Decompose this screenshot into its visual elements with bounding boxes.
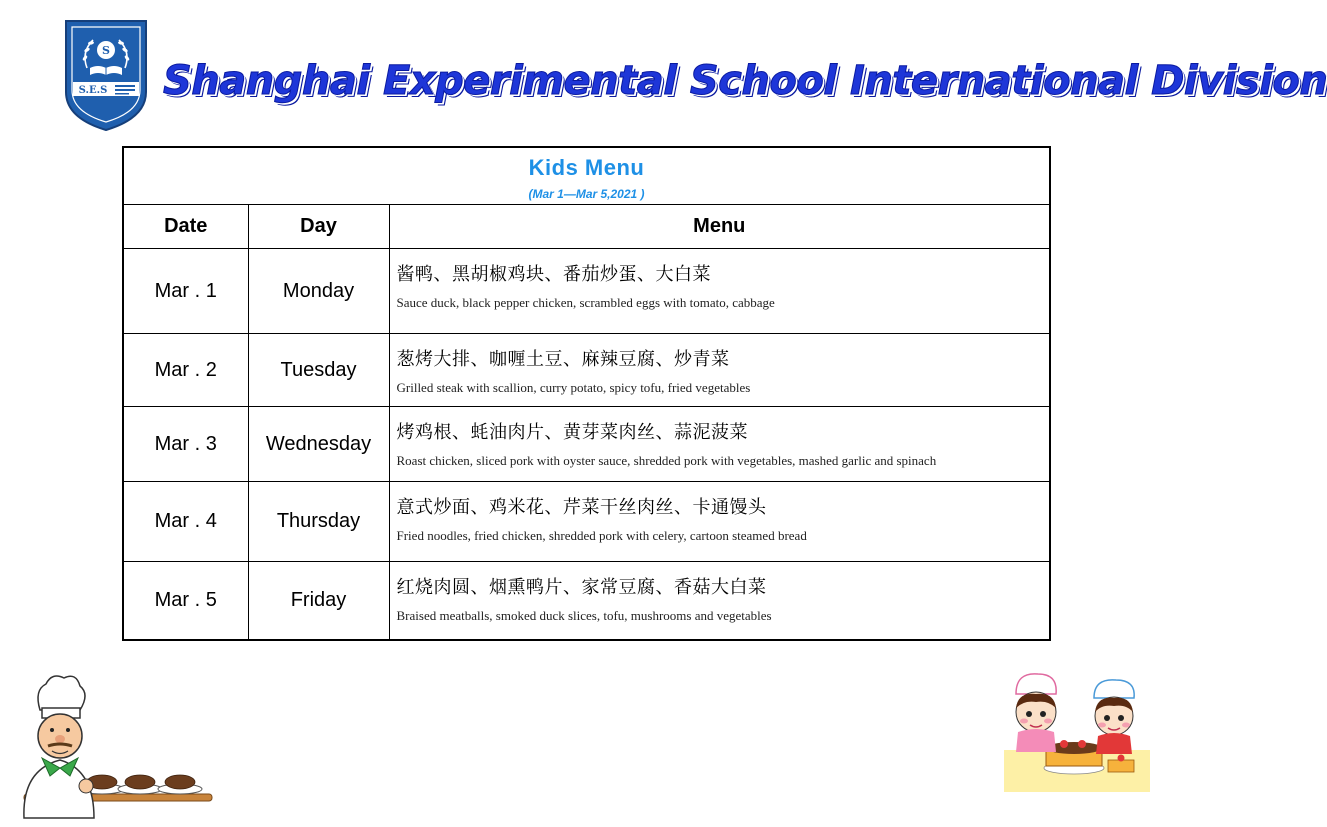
- menu-title: Kids Menu: [528, 155, 645, 180]
- column-header-day: Day: [248, 205, 389, 249]
- menu-chinese: 葱烤大排、咖喱土豆、麻辣豆腐、炒青菜: [396, 349, 730, 370]
- row-menu: [389, 562, 1050, 640]
- row-date: Mar . 3: [123, 407, 248, 482]
- table-row: [123, 562, 1050, 640]
- menu-date-range: (Mar 1—Mar 5,2021 ): [528, 187, 645, 201]
- table-row: [123, 334, 1050, 407]
- menu-caption: [123, 147, 1050, 205]
- row-day: Tuesday: [248, 334, 389, 407]
- logo-text: S.E.S: [78, 85, 108, 96]
- row-menu: [389, 482, 1050, 562]
- menu-english: Roast chicken, sliced pork with oyster sauce, shredded pork with vegetables, mashed garlic and spinach: [396, 453, 937, 468]
- school-title: Shanghai Experimental School International Division: [163, 58, 1327, 104]
- table-row: [123, 482, 1050, 562]
- menu-table: [122, 146, 1051, 641]
- svg-text:S: S: [102, 44, 110, 57]
- column-header-menu: Menu: [389, 205, 1050, 249]
- menu-english: Grilled steak with scallion, curry potato, spicy tofu, fried vegetables: [396, 380, 751, 395]
- row-day: Monday: [248, 249, 389, 334]
- row-day: Wednesday: [248, 407, 389, 482]
- menu-chinese: 红烧肉圆、烟熏鸭片、家常豆腐、香菇大白菜: [396, 577, 767, 598]
- menu-english: Sauce duck, black pepper chicken, scrambled eggs with tomato, cabbage: [396, 295, 775, 310]
- kids-baking-illustration: [1002, 668, 1152, 794]
- row-menu: [389, 407, 1050, 482]
- row-day: Thursday: [248, 482, 389, 562]
- menu-english: Fried noodles, fried chicken, shredded pork with celery, cartoon steamed bread: [396, 528, 807, 543]
- row-day: Friday: [248, 562, 389, 640]
- menu-caption-row: [123, 147, 1050, 205]
- table-header-row: [123, 205, 1050, 249]
- menu-chinese: 烤鸡根、蚝油肉片、黄芽菜肉丝、蒜泥菠菜: [396, 422, 748, 443]
- menu-english: Braised meatballs, smoked duck slices, tofu, mushrooms and vegetables: [396, 608, 772, 623]
- chef-illustration: [12, 668, 212, 818]
- menu-chinese: 酱鸭、黑胡椒鸡块、番茄炒蛋、大白菜: [396, 264, 711, 285]
- column-header-date: Date: [123, 205, 248, 249]
- row-date: Mar . 1: [123, 249, 248, 334]
- row-menu: [389, 249, 1050, 334]
- school-logo: [63, 18, 149, 132]
- row-date: Mar . 5: [123, 562, 248, 640]
- row-date: Mar . 2: [123, 334, 248, 407]
- table-row: [123, 407, 1050, 482]
- table-row: [123, 249, 1050, 334]
- row-menu: [389, 334, 1050, 407]
- menu-chinese: 意式炒面、鸡米花、芹菜干丝肉丝、卡通馒头: [396, 497, 767, 518]
- row-date: Mar . 4: [123, 482, 248, 562]
